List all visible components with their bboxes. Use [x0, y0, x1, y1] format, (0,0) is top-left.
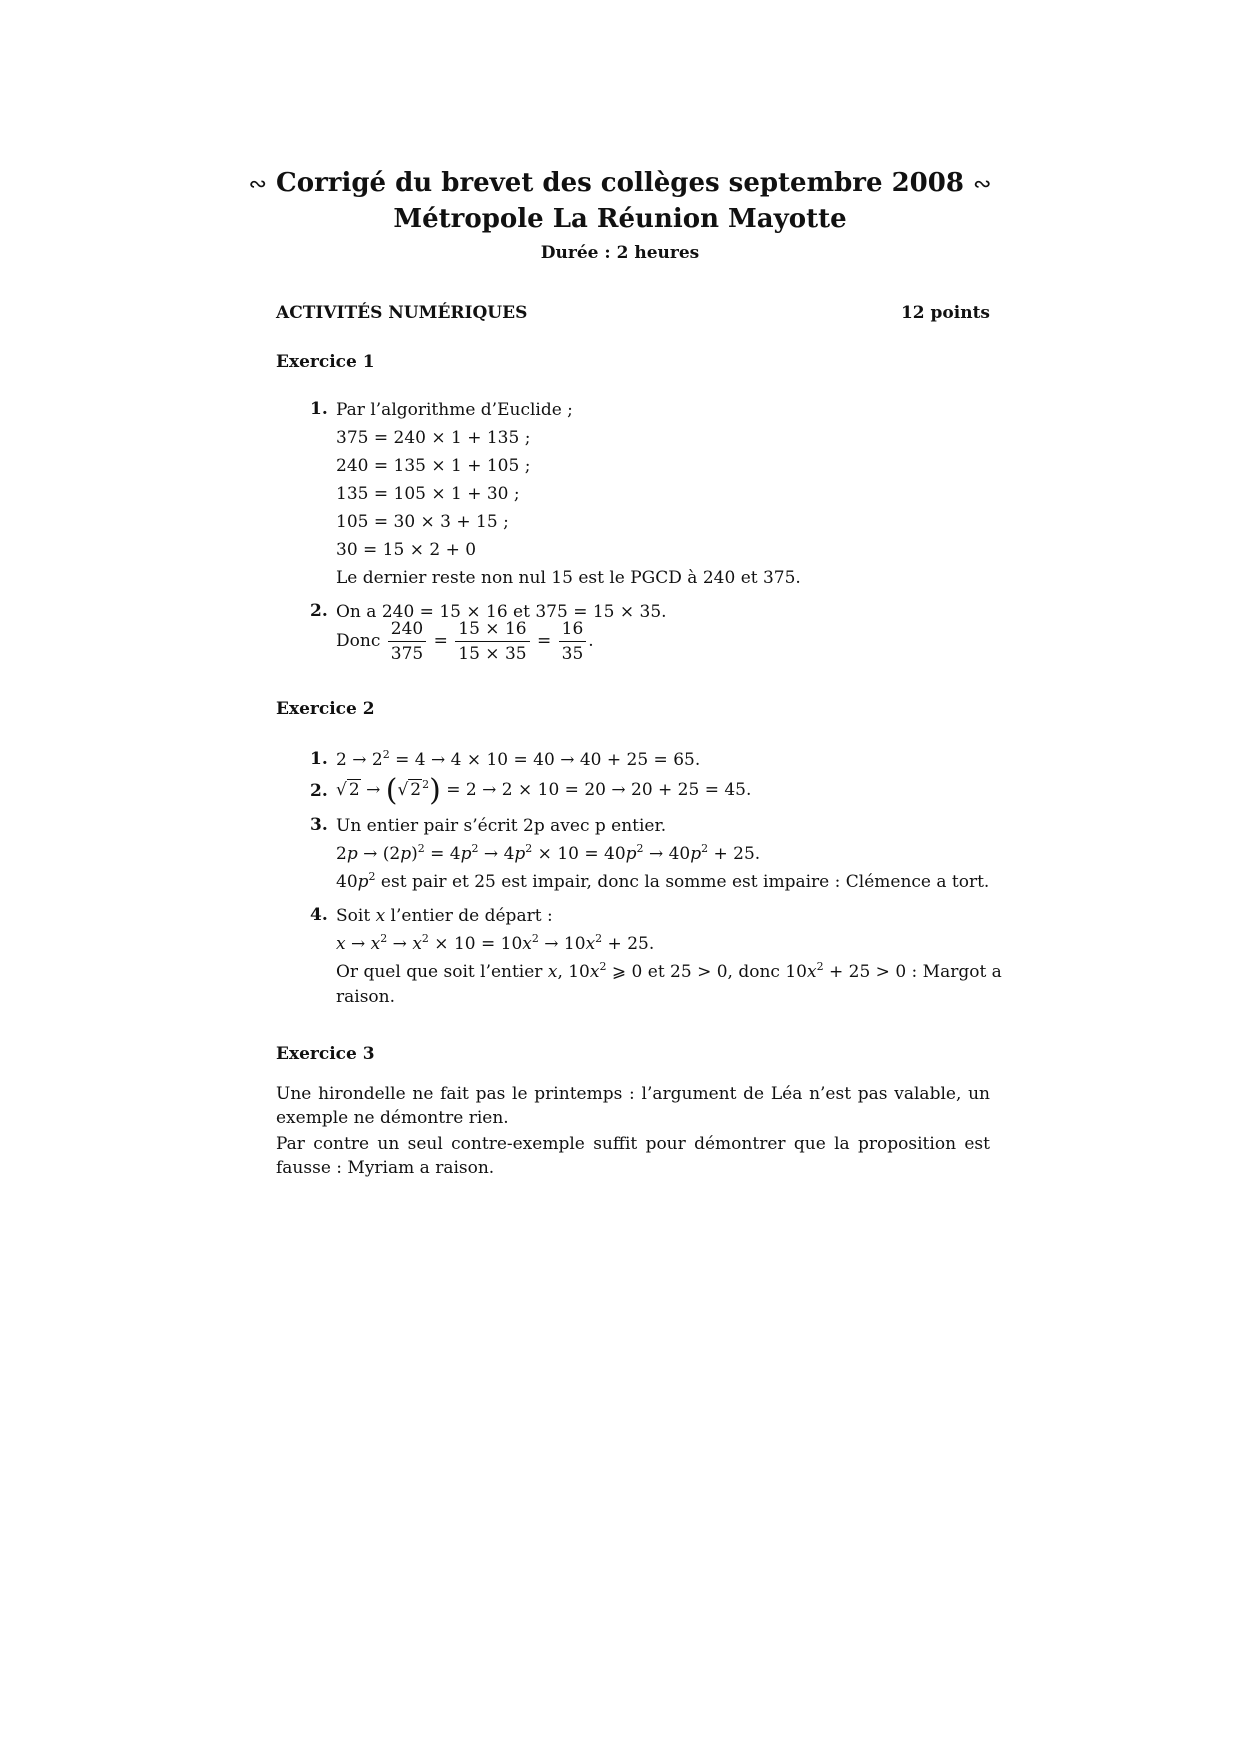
- ex1-q1-intro: Par l’algorithme d’Euclide ;: [336, 400, 573, 420]
- donc-word: Donc: [336, 631, 381, 651]
- ex1-q1-conclusion: Le dernier reste non nul 15 est le PGCD à 240 et 375.: [336, 568, 801, 588]
- ex1-q2-fraction-line: Donc $\frac{240}{375}$ = $\frac{15 \times 16}{15 \times 35}$ = $\frac{16}{35}$ .: [336, 619, 594, 664]
- section-points: 12 points: [900, 303, 990, 323]
- exercise-2-title: Exercice 2: [276, 699, 375, 719]
- ex1-q1-number: 1.: [310, 399, 328, 419]
- ornament-left-icon: ∾: [248, 172, 267, 197]
- title-line-2: Métropole La Réunion Mayotte: [393, 204, 847, 234]
- fraction-factored: $\frac{15 \times 16}{15 \times 35}$: [455, 617, 529, 666]
- sqrt-2-inner: √ 2: [397, 780, 422, 800]
- duration: Durée : 2 heures: [540, 243, 700, 263]
- ex2-q3-number: 3.: [310, 815, 328, 835]
- ex3-paragraph-2: Par contre un seul contre-exemple suffit pour démontrer que la proposition est fausse : Myriam a raison.: [276, 1134, 990, 1178]
- ex1-q1-step-3: 135 = 105 × 1 + 30 ;: [336, 484, 520, 504]
- ex2-q4-number: 4.: [310, 905, 328, 925]
- ex2-q4-line-4: raison.: [336, 987, 396, 1007]
- section-name: ACTIVITÉS NUMÉRIQUES: [276, 303, 528, 323]
- ex2-q2-number: 2.: [310, 781, 328, 801]
- title-text-1: Corrigé du brevet des collèges septembre 2008: [276, 168, 964, 198]
- ex2-q3-line-2: $2p \to (2p)^2 = 4p^2 \to 4p^2 \times 10 = 40p^2 \to 40p^2 + 25$.: [336, 842, 761, 864]
- ex1-q2-number: 2.: [310, 601, 328, 621]
- exercise-1-title: Exercice 1: [276, 352, 375, 372]
- document-title: [0, 166, 1240, 236]
- ex1-q2-line-1: On a 240 = 15 × 16 et 375 = 15 × 35.: [336, 602, 667, 622]
- fraction-240-375: $\frac{240}{375}$: [388, 617, 426, 666]
- ex2-q3-line-1: Un entier pair s’écrit 2p avec p entier.: [336, 816, 667, 836]
- section-header: [276, 303, 990, 323]
- ex2-q4-line-1: Soit x l’entier de départ :: [336, 906, 553, 926]
- ex3-paragraph-1: Une hirondelle ne fait pas le printemps : l’argument de Léa n’est pas valable, un exemple ne démontre rien.: [276, 1084, 990, 1128]
- sqrt-2: √ 2: [336, 780, 360, 800]
- ex1-q1-step-5: 30 = 15 × 2 + 0: [336, 540, 477, 560]
- ex1-q1-step-1: 375 = 240 × 1 + 135 ;: [336, 428, 531, 448]
- ex2-q1-line: $2 \to 2^2 = 4 \to 4 \times 10 = 40 \to 40 + 25 = 65$.: [336, 748, 701, 770]
- ex1-q1-step-4: 105 = 30 × 3 + 15 ;: [336, 512, 509, 532]
- title-line-1: [0, 166, 1240, 202]
- exercise-3-title: Exercice 3: [276, 1044, 375, 1064]
- ex2-q1-number: 1.: [310, 749, 328, 769]
- ex2-q4-line-2: $x \to x^2 \to x^2 \times 10 = 10x^2 \to 10x^2 + 25$.: [336, 932, 655, 954]
- ornament-right-icon: ∾: [973, 172, 992, 197]
- ex2-q3-line-3: $40p^2$ est pair et 25 est impair, donc la somme est impaire : Clémence a tort.: [336, 870, 990, 892]
- fraction-16-35: $\frac{16}{35}$: [559, 617, 587, 666]
- ex2-q2-line: √ 2 → (√ $2^2) = 2 \to 2 \times 10 = 20 \to 20 + 25 = 45$.: [336, 773, 752, 808]
- ex1-q1-step-2: 240 = 135 × 1 + 105 ;: [336, 456, 531, 476]
- ex2-q4-line-3: Or quel que soit l’entier x, $10x^2$ ⩾ 0 et 25 > 0, donc $10x^2 + 25 > 0$ : Margot a: [336, 960, 1002, 982]
